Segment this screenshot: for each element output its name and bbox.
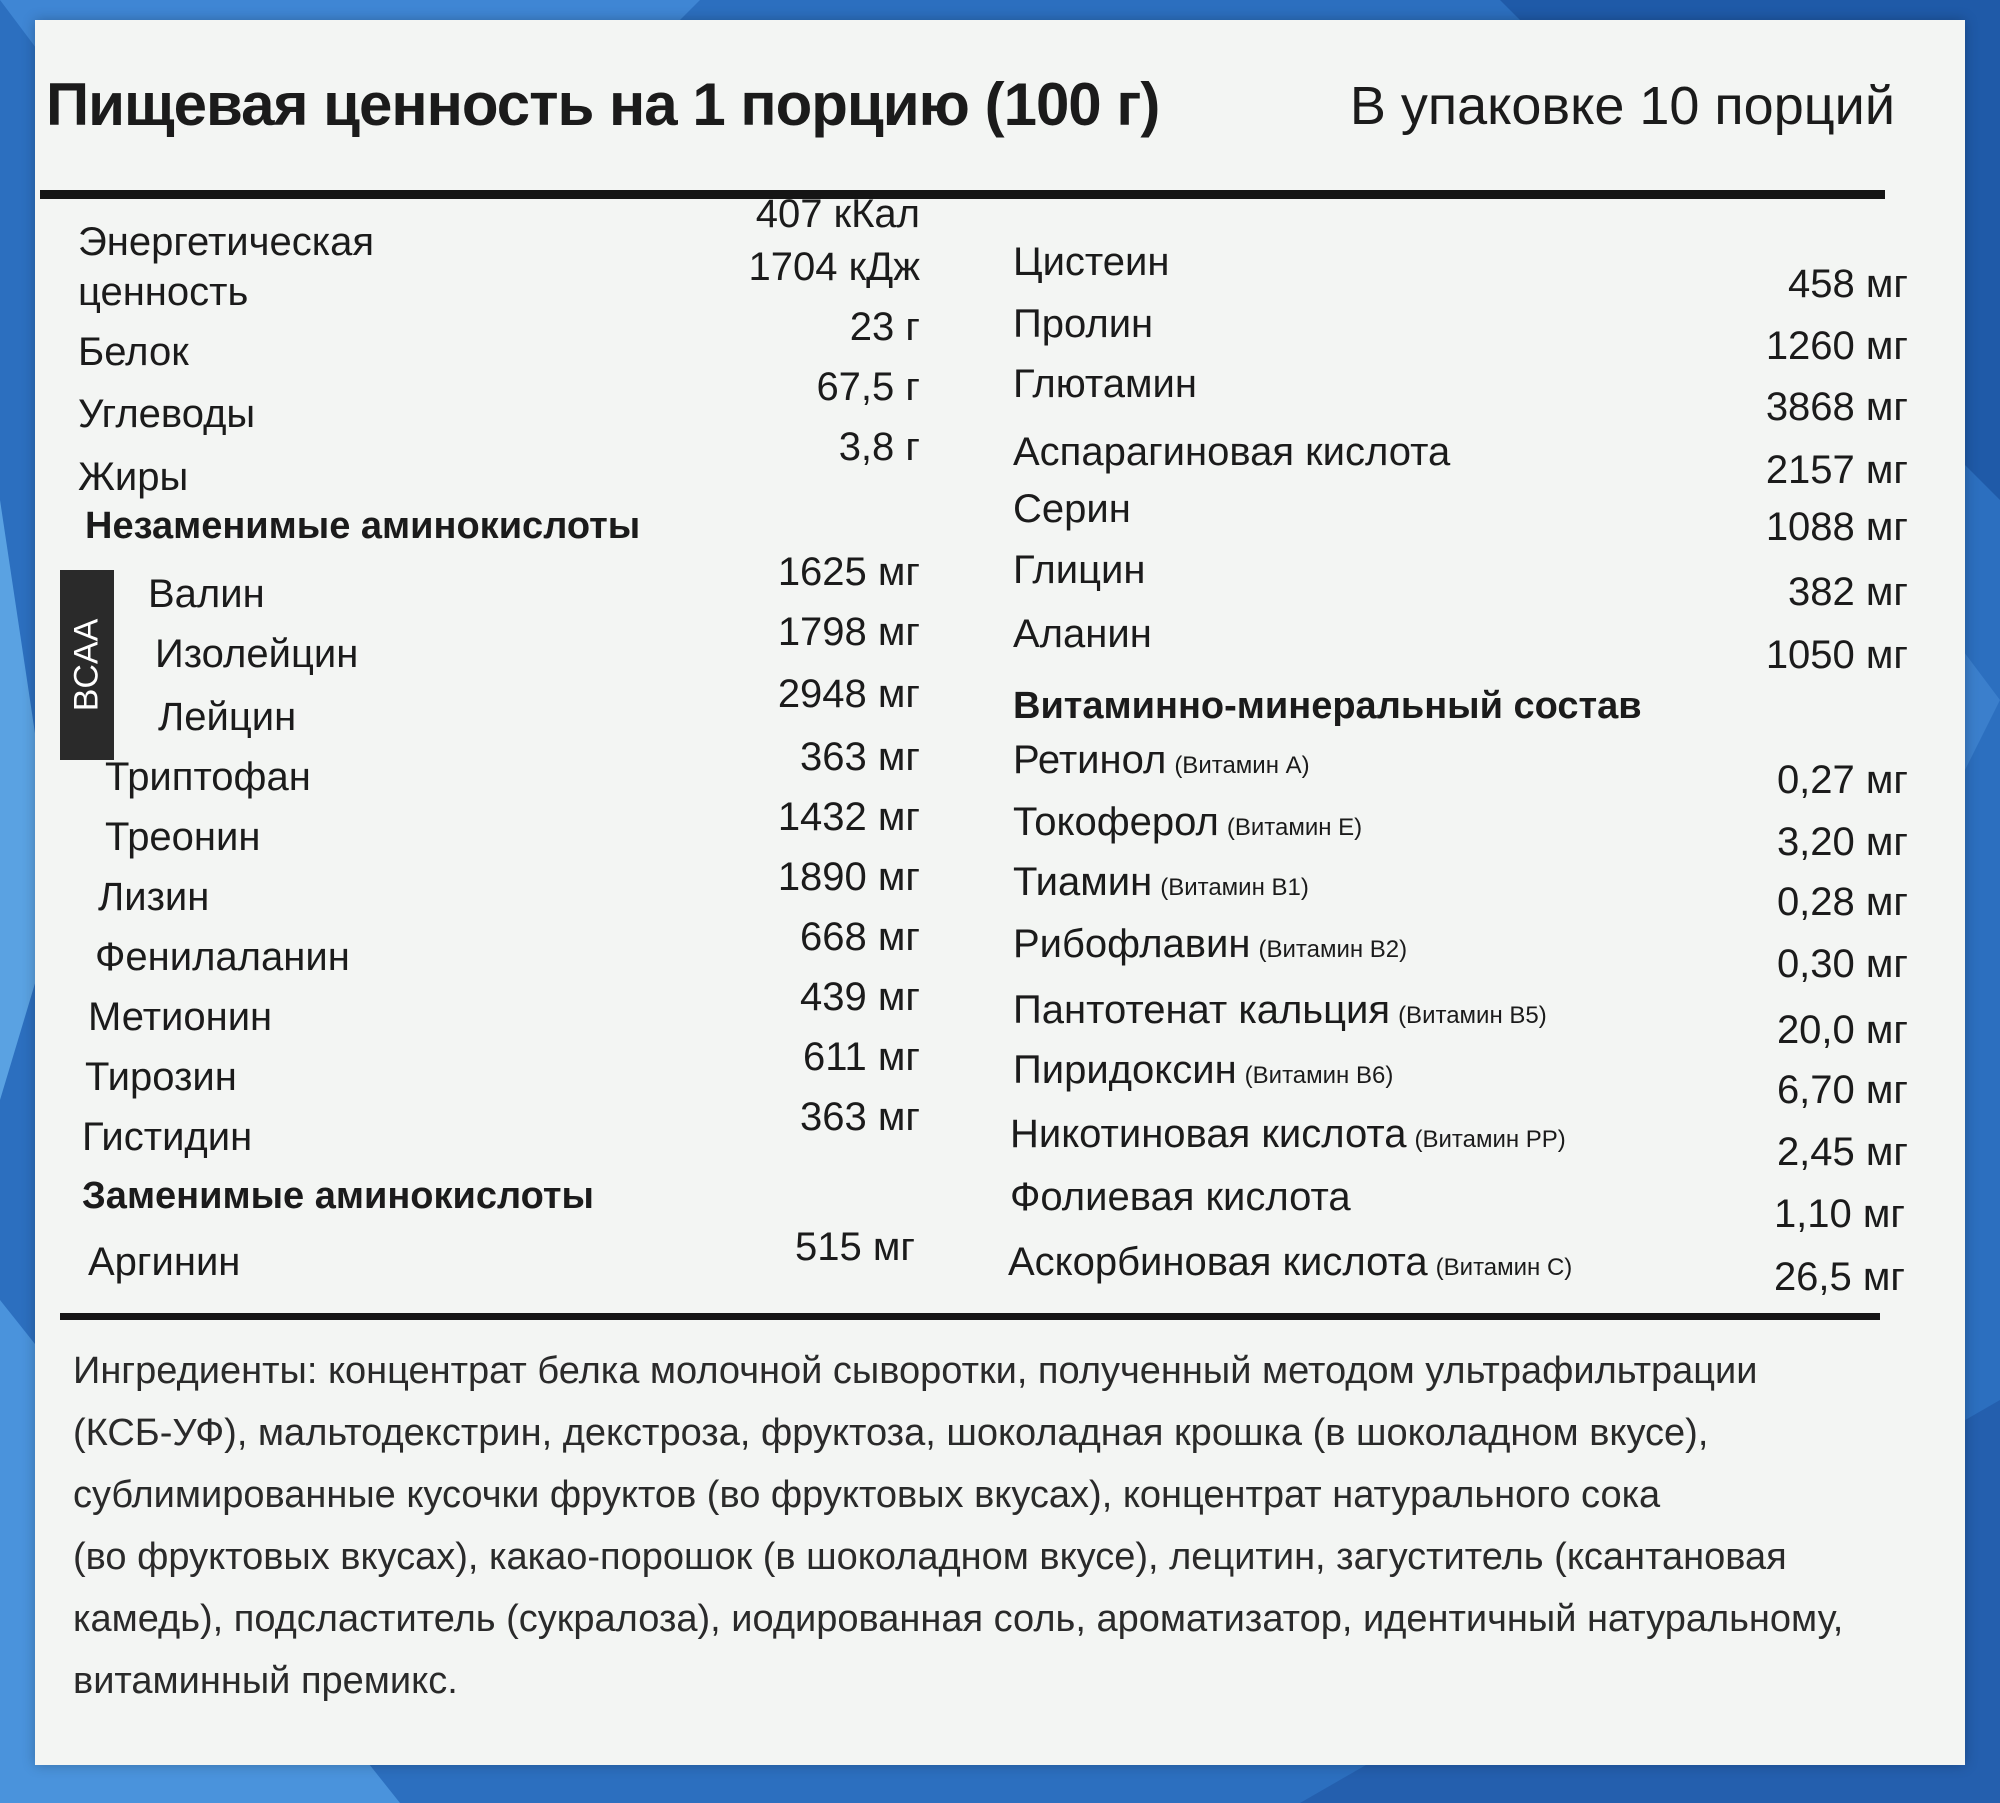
amino-name: Гистидин (82, 1115, 253, 1159)
vitamins-heading: Витаминно-минеральный состав (1013, 685, 1642, 727)
vitamin-name-text: Рибофлавин (1013, 922, 1251, 966)
amino-name: Серин (1013, 487, 1131, 531)
energy-kj: 1704 кДж (748, 245, 920, 289)
ingredients-line: (КСБ-УФ), мальтодекстрин, декстроза, фруктоза, шоколадная крошка (в шоколадном вкусе), (73, 1412, 1709, 1454)
amino-value: 458 мг (1788, 262, 1908, 306)
vitamin-note: (Витамин РР) (1414, 1126, 1566, 1153)
vitamin-note: (Витамин В5) (1398, 1002, 1547, 1029)
ingredients-line: Ингредиенты: концентрат белка молочной сыворотки, полученный методом ультрафильтрации (73, 1350, 1758, 1392)
amino-name: Тирозин (85, 1055, 237, 1099)
nutrient-value: 23 г (849, 305, 920, 349)
bcaa-name: Валин (148, 572, 265, 616)
bottom-rule (60, 1313, 1880, 1320)
amino-name: Лизин (98, 875, 210, 919)
amino-name: Аргинин (88, 1240, 241, 1284)
ingredients-line: камедь), подсластитель (сукралоза), иодированная соль, ароматизатор, идентичный натуральному, (73, 1598, 1844, 1640)
vitamin-note: (Витамин А) (1174, 752, 1310, 779)
vitamin-name-text: Пантотенат кальция (1013, 988, 1391, 1032)
ingredients-line: сублимированные кусочки фруктов (во фруктовых вкусах), концентрат натурального сока (73, 1474, 1661, 1516)
amino-value: 668 мг (800, 915, 920, 959)
vitamin-name-text: Токоферол (1013, 800, 1219, 844)
vitamin-name (1010, 1175, 1359, 1220)
amino-value: 363 мг (800, 735, 920, 779)
vitamin-note: (Витамин Е) (1226, 814, 1363, 841)
amino-value: 611 мг (803, 1035, 920, 1079)
servings-per-pack: В упаковке 10 порций (1349, 76, 1895, 136)
amino-name: Глицин (1013, 548, 1146, 592)
amino-value: 3868 мг (1765, 385, 1908, 429)
label-title: Пищевая ценность на 1 порцию (100 г) (46, 71, 1160, 138)
vitamin-value: 2,45 мг (1776, 1130, 1908, 1174)
vitamin-value: 0,27 мг (1776, 758, 1908, 802)
energy-kcal: 407 кКал (755, 192, 920, 236)
ingredients-line: витаминный премикс. (73, 1660, 458, 1702)
amino-name: Аланин (1013, 612, 1152, 656)
vitamin-value: 26,5 мг (1773, 1255, 1905, 1299)
amino-name: Пролин (1013, 302, 1154, 346)
vitamin-name (1008, 1240, 1572, 1285)
amino-value: 1260 мг (1765, 324, 1908, 368)
vitamin-value: 20,0 мг (1776, 1008, 1908, 1052)
amino-name: Треонин (105, 815, 261, 859)
vitamin-name-text: Аскорбиновая кислота (1008, 1240, 1428, 1284)
bcaa-value: 2948 мг (777, 672, 920, 716)
vitamin-name-text: Фолиевая кислота (1010, 1175, 1351, 1219)
amino-value: 363 мг (800, 1095, 920, 1139)
amino-name: Аспарагиновая кислота (1013, 430, 1451, 474)
energy-label-line2: ценность (78, 270, 249, 314)
amino-value: 382 мг (1788, 570, 1908, 614)
amino-value: 2157 мг (1765, 448, 1908, 492)
vitamin-name (1013, 738, 1310, 783)
vitamin-note: (Витамин В1) (1160, 874, 1309, 901)
nutrient-value: 67,5 г (816, 365, 920, 409)
amino-name: Глютамин (1013, 362, 1197, 406)
vitamin-name-text: Ретинол (1013, 738, 1167, 782)
bcaa-value: 1625 мг (777, 550, 920, 594)
bcaa-name: Изолейцин (155, 632, 359, 676)
vitamin-name-text: Тиамин (1013, 860, 1153, 904)
vitamin-name-text: Пиридоксин (1013, 1048, 1237, 1092)
ingredients-text (73, 1340, 1863, 1712)
vitamin-name-text: Никотиновая кислота (1010, 1112, 1407, 1156)
vitamin-name (1013, 988, 1547, 1033)
bcaa-badge-text: BCAA (67, 618, 106, 712)
ingredients-line: (во фруктовых вкусах), какао-порошок (в шоколадном вкусе), лецитин, загуститель (ксантановая (73, 1536, 1787, 1578)
amino-value: 1890 мг (777, 855, 920, 899)
vitamin-value: 0,30 мг (1776, 942, 1908, 986)
bcaa-value: 1798 мг (777, 610, 920, 654)
vitamin-note: (Витамин В2) (1258, 936, 1408, 963)
amino-value: 515 мг (795, 1225, 915, 1269)
nutrient-name: Углеводы (78, 392, 256, 436)
amino-value: 1050 мг (1765, 633, 1908, 677)
vitamin-name (1013, 860, 1309, 905)
amino-value: 1088 мг (1765, 505, 1908, 549)
amino-name: Метионин (88, 995, 273, 1039)
vitamin-name (1013, 800, 1362, 845)
amino-name: Фенилаланин (95, 935, 350, 979)
vitamin-note: (Витамин С) (1435, 1254, 1573, 1281)
nutrient-name: Жиры (78, 455, 189, 499)
essential-amino-heading: Незаменимые аминокислоты (85, 505, 641, 547)
top-rule (40, 190, 1885, 199)
nonessential-amino-heading: Заменимые аминокислоты (82, 1175, 594, 1217)
amino-name: Цистеин (1013, 240, 1170, 284)
vitamin-value: 3,20 мг (1776, 820, 1908, 864)
amino-name: Триптофан (105, 755, 311, 799)
vitamin-name (1013, 1048, 1393, 1093)
energy-label-line1: Энергетическая (78, 220, 374, 264)
nutrient-value: 3,8 г (838, 425, 920, 469)
vitamin-name (1010, 1112, 1566, 1157)
bcaa-name: Лейцин (158, 695, 297, 739)
bcaa-badge (60, 570, 114, 760)
vitamin-name (1013, 922, 1407, 967)
amino-value: 1432 мг (777, 795, 920, 839)
vitamin-note: (Витамин В6) (1244, 1062, 1394, 1089)
amino-value: 439 мг (800, 975, 920, 1019)
vitamin-value: 1,10 мг (1773, 1192, 1905, 1236)
vitamin-value: 0,28 мг (1776, 880, 1908, 924)
nutrient-name: Белок (78, 330, 189, 374)
vitamin-value: 6,70 мг (1776, 1068, 1908, 1112)
